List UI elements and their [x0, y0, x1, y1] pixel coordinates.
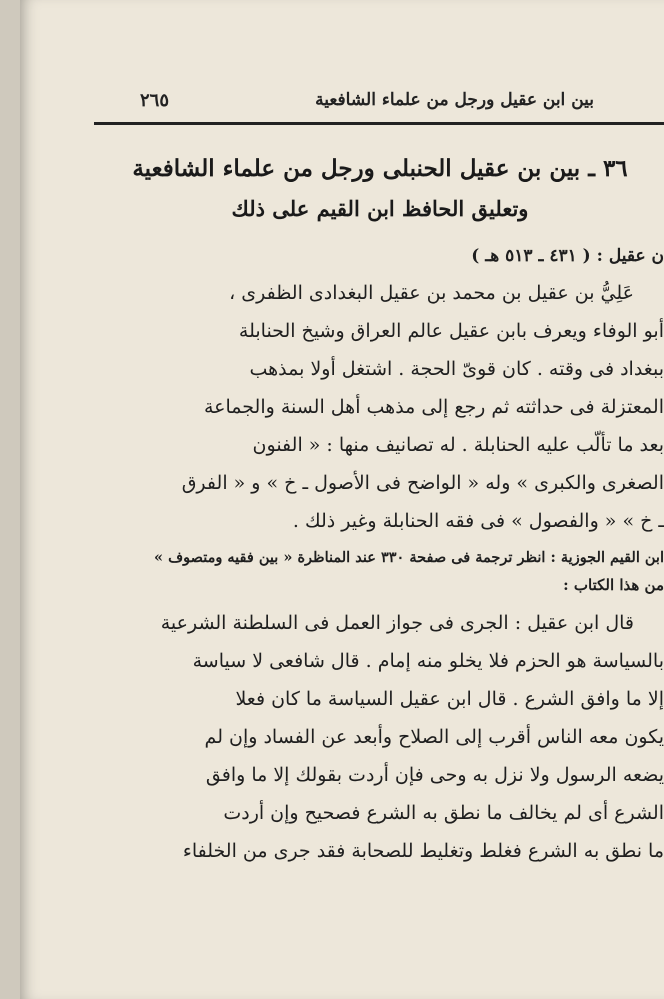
header-rule: [94, 122, 664, 125]
bio-line: بعد ما تألّب عليه الحنابلة . له تصانيف منها : « الفنون: [252, 434, 664, 456]
bio-line: أبو الوفاء ويعرف بابن عقيل عالم العراق وشيخ الحنابلة: [238, 320, 664, 342]
text-line: يكون معه الناس أقرب إلى الصلاح وأبعد عن الفساد وإن لم: [204, 726, 664, 748]
text-line: يضعه الرسول ولا نزل به وحى فإن أردت بقولك إلا ما وافق: [205, 764, 664, 786]
bio-line: ـ خ » « والفصول » فى فقه الحنابلة وغير ذلك .: [292, 510, 664, 532]
bio-line: عَلِيُّ بن عقيل بن محمد بن عقيل البغدادى الظفرى ،: [229, 282, 634, 304]
bio-line: الصغرى والكبرى » وله « الواضح فى الأصول ـ خ » و « الفرق: [181, 472, 664, 494]
biography-heading: ن عقيل : ( ٤٣١ ـ ٥١٣ هـ ): [471, 246, 664, 266]
page-body: [106, 238, 664, 870]
section-subtitle: وتعليق الحافظ ابن القيم على ذلك: [231, 196, 529, 221]
text-line: ما نطق به الشرع فغلط وتغليط للصحابة فقد جرى من الخلفاء: [182, 840, 664, 862]
section-title: ٣٦ ـ بين بن عقيل الحنبلى ورجل من علماء الشافعية: [132, 155, 628, 182]
page-number: ٢٦٥: [140, 90, 170, 111]
text-line: الشرع أى لم يخالف ما نطق به الشرع فصحيح وإن أردت: [223, 802, 664, 824]
book-page: [20, 0, 664, 999]
note-line: ابن القيم الجوزية : انظر ترجمة فى صفحة ٣٣٠ عند المناظرة « بين فقيه ومتصوف »: [153, 549, 664, 566]
text-line: إلا ما وافق الشرع . قال ابن عقيل السياسة ما كان فعلا: [235, 688, 664, 710]
text-line: قال ابن عقيل : الجرى فى جواز العمل فى السلطنة الشرعية: [160, 612, 634, 634]
page-header: [94, 84, 664, 124]
bio-line: المعتزلة فى حداثته ثم رجع إلى مذهب أهل السنة والجماعة: [203, 396, 664, 418]
bio-line: ببغداد فى وقته . كان قوىّ الحجة . اشتغل أولا بمذهب: [249, 358, 664, 380]
text-line: بالسياسة هو الحزم فلا يخلو منه إمام . قال شافعى لا سياسة: [192, 650, 664, 672]
running-title: بين ابن عقيل ورجل من علماء الشافعية: [315, 90, 594, 110]
note-line: من هذا الكتاب :: [563, 576, 664, 594]
